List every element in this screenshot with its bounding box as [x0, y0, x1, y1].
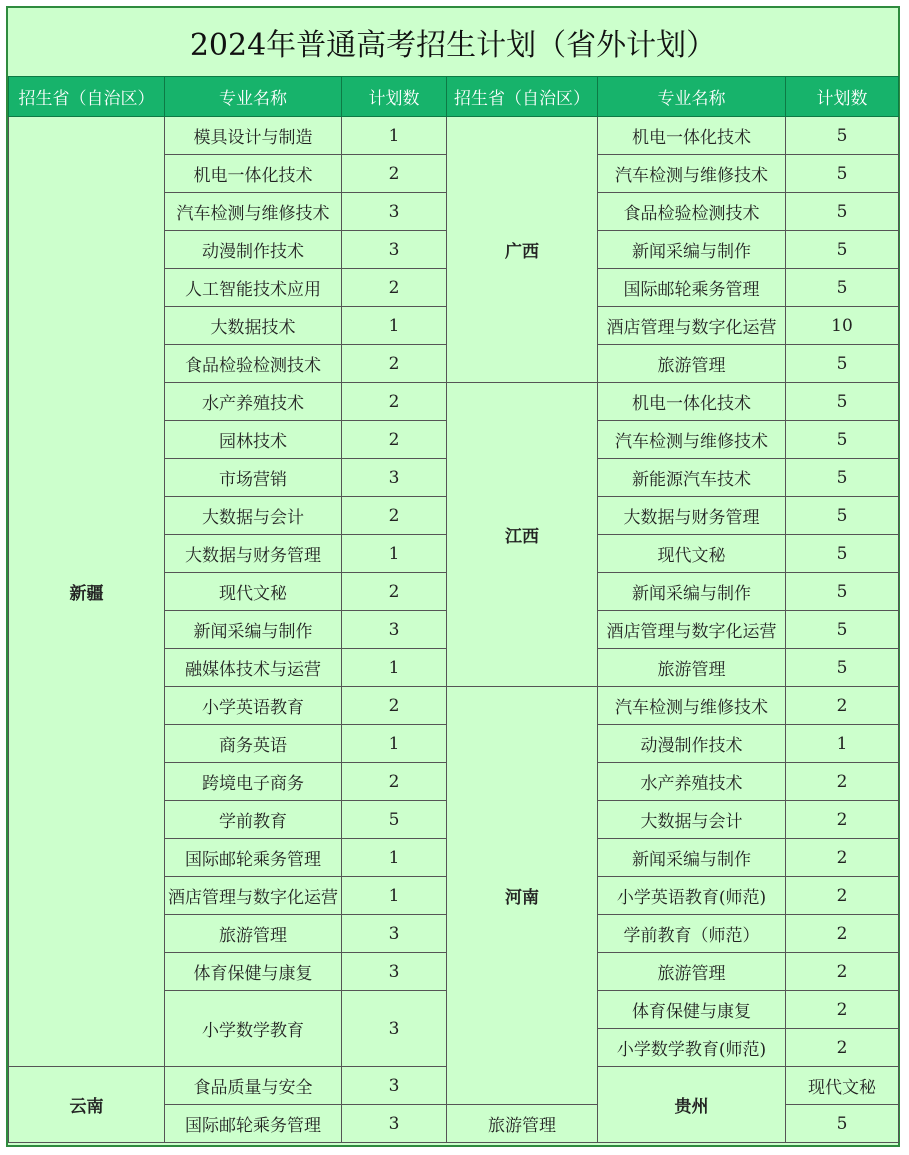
- major-cell: 酒店管理与数字化运营: [598, 307, 786, 345]
- major-cell: 机电一体化技术: [598, 383, 786, 421]
- major-cell: 旅游管理: [165, 915, 342, 953]
- count-cell: 2: [786, 991, 899, 1029]
- major-cell: 旅游管理: [598, 953, 786, 991]
- province-cell: 河南: [447, 687, 598, 1105]
- major-cell: 新闻采编与制作: [598, 839, 786, 877]
- major-cell: 园林技术: [165, 421, 342, 459]
- major-cell: 小学英语教育(师范): [598, 877, 786, 915]
- count-cell: 3: [342, 231, 447, 269]
- count-cell: 3: [342, 193, 447, 231]
- count-cell: 1: [342, 839, 447, 877]
- major-cell: 新闻采编与制作: [598, 573, 786, 611]
- header-count-left: 计划数: [342, 77, 447, 117]
- major-cell: 水产养殖技术: [165, 383, 342, 421]
- major-cell: 旅游管理: [447, 1105, 598, 1143]
- count-cell: 5: [786, 269, 899, 307]
- major-cell: 动漫制作技术: [165, 231, 342, 269]
- count-cell: 3: [342, 991, 447, 1067]
- count-cell: 2: [786, 1029, 899, 1067]
- major-cell: 人工智能技术应用: [165, 269, 342, 307]
- major-cell: 现代文秘: [786, 1067, 899, 1105]
- count-cell: 1: [786, 725, 899, 763]
- major-cell: 国际邮轮乘务管理: [598, 269, 786, 307]
- count-cell: 5: [786, 459, 899, 497]
- count-cell: 5: [786, 345, 899, 383]
- count-cell: 2: [342, 497, 447, 535]
- major-cell: 食品检验检测技术: [165, 345, 342, 383]
- major-cell: 酒店管理与数字化运营: [598, 611, 786, 649]
- header-major-right: 专业名称: [598, 77, 786, 117]
- count-cell: 2: [342, 573, 447, 611]
- major-cell: 动漫制作技术: [598, 725, 786, 763]
- enrollment-table: [8, 76, 899, 1143]
- major-cell: 汽车检测与维修技术: [165, 193, 342, 231]
- province-cell: 江西: [447, 383, 598, 687]
- count-cell: 2: [786, 915, 899, 953]
- count-cell: 5: [786, 117, 899, 155]
- count-cell: 2: [786, 839, 899, 877]
- count-cell: 1: [342, 877, 447, 915]
- major-cell: 学前教育: [165, 801, 342, 839]
- count-cell: 2: [342, 155, 447, 193]
- major-cell: 大数据技术: [165, 307, 342, 345]
- major-cell: 模具设计与制造: [165, 117, 342, 155]
- count-cell: 2: [342, 687, 447, 725]
- major-cell: 汽车检测与维修技术: [598, 155, 786, 193]
- major-cell: 旅游管理: [598, 345, 786, 383]
- count-cell: 1: [342, 725, 447, 763]
- major-cell: 小学数学教育(师范): [598, 1029, 786, 1067]
- count-cell: 5: [786, 497, 899, 535]
- major-cell: 大数据与财务管理: [598, 497, 786, 535]
- major-cell: 大数据与会计: [165, 497, 342, 535]
- major-cell: 跨境电子商务: [165, 763, 342, 801]
- major-cell: 学前教育（师范）: [598, 915, 786, 953]
- count-cell: 3: [342, 1067, 447, 1105]
- major-cell: 新闻采编与制作: [165, 611, 342, 649]
- major-cell: 体育保健与康复: [165, 953, 342, 991]
- province-cell: 云南: [9, 1067, 165, 1143]
- count-cell: 2: [786, 801, 899, 839]
- page-title: 2024年普通高考招生计划（省外计划）: [8, 8, 898, 77]
- count-cell: 5: [786, 155, 899, 193]
- count-cell: 5: [786, 573, 899, 611]
- count-cell: 2: [342, 345, 447, 383]
- count-cell: 1: [342, 307, 447, 345]
- major-cell: 现代文秘: [598, 535, 786, 573]
- header-province-right: 招生省（自治区）: [447, 77, 598, 117]
- count-cell: 3: [342, 915, 447, 953]
- major-cell: 融媒体技术与运营: [165, 649, 342, 687]
- count-cell: 5: [786, 649, 899, 687]
- major-cell: 现代文秘: [165, 573, 342, 611]
- header-province-left: 招生省（自治区）: [9, 77, 165, 117]
- province-cell: 新疆: [9, 117, 165, 1067]
- major-cell: 新能源汽车技术: [598, 459, 786, 497]
- count-cell: 3: [342, 953, 447, 991]
- count-cell: 5: [786, 1105, 899, 1143]
- count-cell: 1: [342, 535, 447, 573]
- count-cell: 2: [342, 421, 447, 459]
- table-row: [9, 117, 899, 155]
- province-cell: 广西: [447, 117, 598, 383]
- major-cell: 市场营销: [165, 459, 342, 497]
- major-cell: 机电一体化技术: [165, 155, 342, 193]
- province-cell: 贵州: [598, 1067, 786, 1143]
- count-cell: 10: [786, 307, 899, 345]
- header-count-right: 计划数: [786, 77, 899, 117]
- count-cell: 3: [342, 1105, 447, 1143]
- header-row: [9, 77, 899, 117]
- major-cell: 大数据与会计: [598, 801, 786, 839]
- count-cell: 2: [786, 763, 899, 801]
- count-cell: 5: [786, 231, 899, 269]
- major-cell: 机电一体化技术: [598, 117, 786, 155]
- major-cell: 食品质量与安全: [165, 1067, 342, 1105]
- major-cell: 水产养殖技术: [598, 763, 786, 801]
- major-cell: 国际邮轮乘务管理: [165, 839, 342, 877]
- count-cell: 5: [786, 421, 899, 459]
- major-cell: 小学数学教育: [165, 991, 342, 1067]
- major-cell: 旅游管理: [598, 649, 786, 687]
- header-major-left: 专业名称: [165, 77, 342, 117]
- count-cell: 5: [786, 611, 899, 649]
- major-cell: 体育保健与康复: [598, 991, 786, 1029]
- count-cell: 2: [342, 269, 447, 307]
- major-cell: 小学英语教育: [165, 687, 342, 725]
- count-cell: 3: [342, 459, 447, 497]
- enrollment-plan-sheet: [6, 6, 900, 1147]
- count-cell: 2: [786, 877, 899, 915]
- count-cell: 1: [342, 649, 447, 687]
- count-cell: 2: [786, 953, 899, 991]
- count-cell: 5: [786, 383, 899, 421]
- count-cell: 2: [342, 383, 447, 421]
- count-cell: 5: [786, 535, 899, 573]
- count-cell: 5: [342, 801, 447, 839]
- count-cell: 2: [342, 763, 447, 801]
- major-cell: 汽车检测与维修技术: [598, 421, 786, 459]
- count-cell: 5: [786, 193, 899, 231]
- major-cell: 国际邮轮乘务管理: [165, 1105, 342, 1143]
- major-cell: 商务英语: [165, 725, 342, 763]
- count-cell: 1: [342, 117, 447, 155]
- major-cell: 新闻采编与制作: [598, 231, 786, 269]
- major-cell: 汽车检测与维修技术: [598, 687, 786, 725]
- major-cell: 酒店管理与数字化运营: [165, 877, 342, 915]
- major-cell: 大数据与财务管理: [165, 535, 342, 573]
- count-cell: 2: [786, 687, 899, 725]
- count-cell: 3: [342, 611, 447, 649]
- major-cell: 食品检验检测技术: [598, 193, 786, 231]
